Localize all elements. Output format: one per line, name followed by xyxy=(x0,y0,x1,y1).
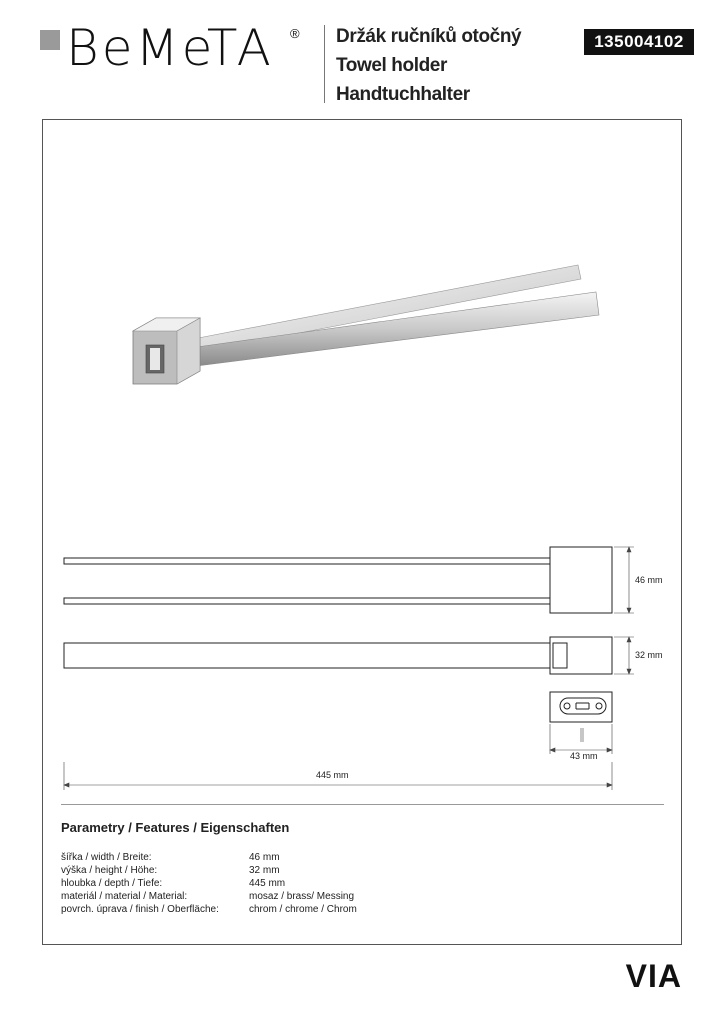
param-value: 46 mm xyxy=(249,852,280,863)
mounting-slot xyxy=(560,698,606,714)
param-label: výška / height / Höhe: xyxy=(61,865,158,876)
mounting-bracket xyxy=(576,703,589,709)
dim-width-label: 46 mm xyxy=(635,575,663,585)
title-czech: Držák ručníků otočný xyxy=(336,26,522,47)
logo-text: BeMeTA xyxy=(66,19,274,77)
series-name: VIA xyxy=(625,958,682,994)
mounting-hole-right xyxy=(596,703,602,709)
dim-mount-label: 43 mm xyxy=(570,751,598,761)
param-value: mosaz / brass/ Messing xyxy=(249,891,355,902)
param-label: hloubka / depth / Tiefe: xyxy=(61,878,163,889)
dim-height-label: 32 mm xyxy=(635,650,663,660)
registered-mark: ® xyxy=(290,26,300,41)
side-view-arm xyxy=(64,643,550,668)
side-view-hinge xyxy=(553,643,567,668)
mounting-plate xyxy=(550,692,612,722)
dim-depth-label: 445 mm xyxy=(316,770,349,780)
front-view-block xyxy=(550,547,612,613)
section-divider xyxy=(61,804,664,805)
param-value: 32 mm xyxy=(249,865,280,876)
param-value: chrom / chrome / Chrom xyxy=(249,904,357,915)
param-label: šířka / width / Breite: xyxy=(61,852,152,863)
title-german: Handtuchhalter xyxy=(336,84,470,105)
param-value: 445 mm xyxy=(249,878,286,889)
product-code-badge: 135004102 xyxy=(584,29,694,55)
title-english: Towel holder xyxy=(336,55,447,76)
front-view-upper-arm xyxy=(64,558,550,564)
parameters-title: Parametry / Features / Eigenschaften xyxy=(61,820,290,835)
param-label: povrch. úprava / finish / Oberfläche: xyxy=(61,904,219,915)
mounting-hole-left xyxy=(564,703,570,709)
param-label: materiál / material / Material: xyxy=(61,891,188,902)
front-view-lower-arm xyxy=(64,598,550,604)
